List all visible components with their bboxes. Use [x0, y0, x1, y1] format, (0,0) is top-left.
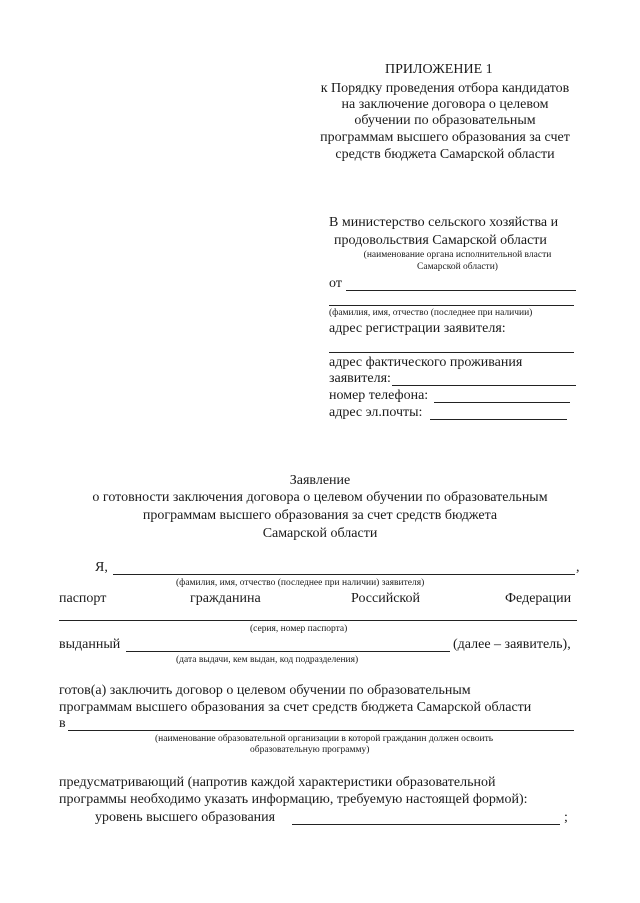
- ready-line-2: программам высшего образования за счет средств бюджета Самарской области: [59, 700, 532, 715]
- passport-fill-line[interactable]: [59, 620, 577, 621]
- issued-fill-line[interactable]: [126, 651, 450, 652]
- semicolon: ;: [564, 810, 568, 825]
- ready-line-1: готов(а) заключить договор о целевом обучении по образовательным: [59, 683, 471, 698]
- provides-line-1: предусматривающий (напротив каждой характеристики образовательной: [59, 775, 496, 790]
- org-note-1: (наименование образовательной организации в которой гражданин должен освоить: [155, 734, 494, 744]
- reg-address-label: адрес регистрации заявителя:: [329, 321, 506, 336]
- federation-label: Федерации: [505, 591, 572, 606]
- v-label: в: [59, 716, 66, 731]
- actual-address-fill-line[interactable]: [392, 385, 576, 386]
- comma: ,: [576, 560, 580, 575]
- actual-address-label: адрес фактического проживания: [329, 355, 523, 370]
- fio-fill-line[interactable]: [329, 305, 574, 306]
- org-fill-line[interactable]: [68, 730, 574, 731]
- reg-address-fill-line[interactable]: [329, 352, 574, 353]
- provides-line-2: программы необходимо указать информацию, требуемую настоящей формой):: [59, 792, 528, 807]
- addressee-note-2: Самарской области): [417, 262, 498, 272]
- statement-line-2: о готовности заключения договора о целевом обучении по образовательным: [92, 490, 548, 505]
- level-fill-line[interactable]: [292, 824, 560, 825]
- issued-note: (дата выдачи, кем выдан, код подразделения): [176, 655, 359, 665]
- issued-label: выданный: [59, 637, 121, 652]
- level-label: уровень высшего образования: [95, 810, 276, 825]
- applicant-fio-fill-line[interactable]: [113, 574, 575, 575]
- series-note: (серия, номер паспорта): [250, 624, 348, 634]
- appendix-line-5: средств бюджета Самарской области: [335, 147, 555, 162]
- applicant-label: (далее – заявитель),: [453, 637, 571, 652]
- statement-line-4: Самарской области: [262, 526, 378, 541]
- phone-fill-line[interactable]: [434, 402, 570, 403]
- from-fill-line[interactable]: [346, 290, 576, 291]
- appendix-line-2: на заключение договора о целевом: [341, 97, 549, 112]
- statement-line-3: программам высшего образования за счет средств бюджета: [142, 508, 498, 523]
- citizen-label: гражданина: [190, 591, 261, 606]
- appendix-line-3: обучении по образовательным: [354, 113, 536, 128]
- passport-label: паспорт: [59, 591, 107, 606]
- addressee-note-1: (наименование органа исполнительной власти: [363, 250, 552, 260]
- org-note-2: образовательную программу): [250, 745, 370, 755]
- appendix-line-4: программам высшего образования за счет: [320, 130, 570, 145]
- applicant-fio-note: (фамилия, имя, отчество (последнее при наличии) заявителя): [176, 578, 425, 588]
- statement-title: Заявление: [289, 473, 351, 488]
- phone-label: номер телефона:: [329, 388, 429, 403]
- appendix-line-1: к Порядку проведения отбора кандидатов: [320, 81, 570, 96]
- appendix-title: ПРИЛОЖЕНИЕ 1: [385, 62, 493, 77]
- from-label: от: [329, 276, 342, 291]
- email-fill-line[interactable]: [430, 419, 567, 420]
- addressee-line-2: продовольствия Самарской области: [334, 233, 547, 248]
- fio-note: (фамилия, имя, отчество (последнее при наличии): [329, 308, 533, 318]
- russian-label: Российской: [351, 591, 420, 606]
- actual-address-label-2: заявителя:: [329, 371, 391, 386]
- email-label: адрес эл.почты:: [329, 405, 423, 420]
- ya-label: Я,: [95, 560, 108, 575]
- addressee-line-1: В министерство сельского хозяйства и: [329, 215, 559, 230]
